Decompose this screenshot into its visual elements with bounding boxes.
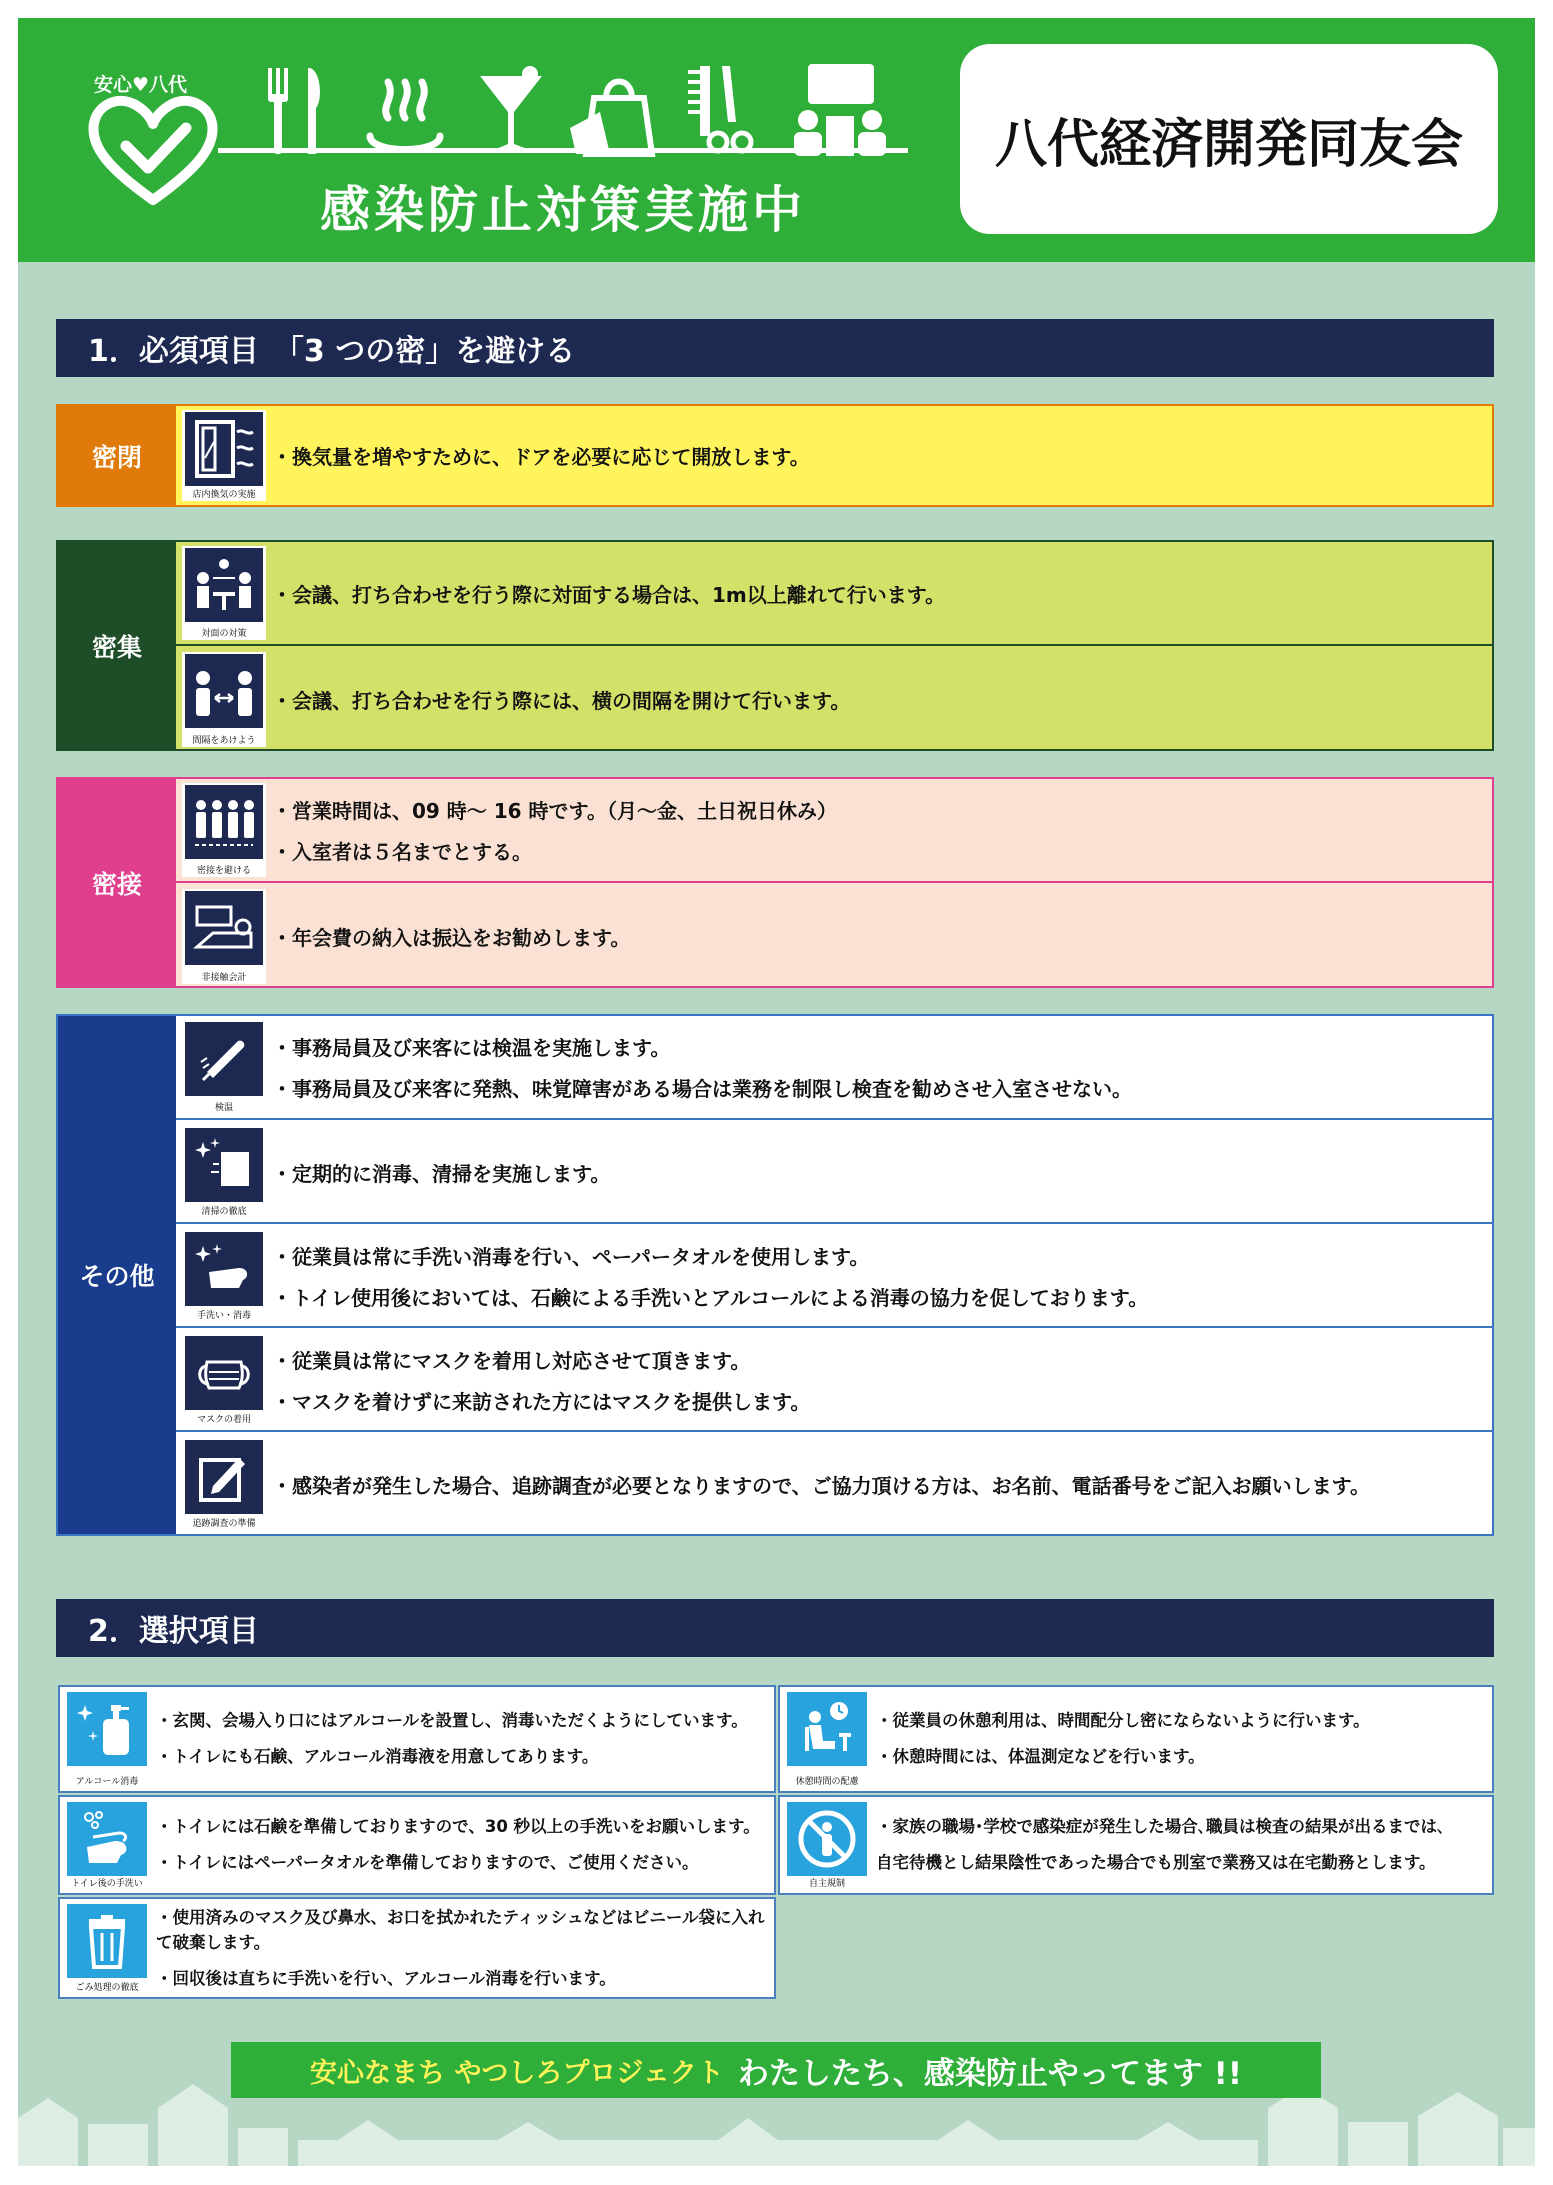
list-item: [176, 648, 1492, 751]
group-mippei: [56, 404, 1494, 507]
cashless-icon: [193, 897, 255, 959]
list-item: [176, 1122, 1492, 1224]
list-item: [176, 542, 1492, 646]
header: [18, 18, 1535, 262]
group-label: 密集: [58, 542, 176, 749]
alcohol-bottle-icon: [75, 1697, 139, 1761]
list-item: [176, 779, 1492, 883]
section1-title: 1．必須項目 「3 つの密」を避ける: [56, 319, 1494, 377]
item-text: ・休憩時間には、体温測定などを行います。: [876, 1747, 1205, 1766]
icon-caption: トイレ後の手洗い: [71, 1879, 143, 1889]
item-text: ・入室者は５名までとする。: [272, 840, 532, 864]
item-text: ・トイレには石鹸を準備しておりますので、30 秒以上の手洗いをお願いします。: [156, 1817, 760, 1837]
shopping-bag-icon: [570, 82, 652, 155]
break-time-icon: [795, 1697, 859, 1761]
list-item: [176, 1330, 1492, 1432]
group-label: 密接: [58, 779, 176, 986]
organization-name: 八代経済開発同友会: [960, 44, 1498, 234]
item-text: ・感染者が発生した場合、追跡調査が必要となりますので、ご協力頂ける方は、お名前、電話番号をご記入お願いします。: [272, 1473, 1370, 1498]
comb-scissors-icon: [688, 66, 751, 151]
icon-caption: マスクの着用: [196, 1415, 251, 1425]
item-text: ・定期的に消毒、清掃を実施します。: [272, 1161, 611, 1186]
trash-can-icon: [75, 1909, 139, 1973]
icon-caption: 自主規制: [808, 1879, 845, 1889]
poster-sheet: [18, 18, 1535, 2166]
item-text: ・トイレ使用後においては、石鹸による手洗いとアルコールによる消毒の協力を促しております。: [272, 1286, 1149, 1310]
icon-caption: 追跡調査の準備: [192, 1519, 256, 1529]
hand-wash-icon: [193, 1238, 255, 1300]
item-text: ・回収後は直ちに手洗いを行い、アルコール消毒を行います。: [156, 1968, 616, 1988]
item-text: ・家族の職場･学校で感染症が発生した場合､職員は検査の結果が出るまでは､: [876, 1817, 1446, 1837]
cocktail-icon: [480, 66, 542, 150]
hot-spring-icon: [370, 82, 440, 150]
item-text: 自宅待機とし結果陰性であった場合でも別室で業務又は在宅勤務とします。: [876, 1853, 1436, 1872]
face-to-face-icon: [193, 554, 255, 616]
item-text: ・使用済みのマスク及び鼻水、お口を拭かれたティッシュなどはビニール袋に入れて破棄します。: [156, 1907, 765, 1953]
item-text: ・会議、打ち合わせを行う際に対面する場合は、1m以上離れて行います。: [272, 582, 946, 607]
item-text: ・営業時間は、09 時～ 16 時です。（月～金、土日祝日休み）: [272, 799, 837, 823]
fork-knife-icon: [268, 68, 320, 154]
pen-note-icon: [193, 1446, 255, 1508]
banner-project: 安心なまち やつしろプロジェクト: [310, 2057, 724, 2089]
icon-caption: 検温: [214, 1103, 233, 1113]
list-item: [778, 1685, 1494, 1793]
self-restraint-icon: [795, 1807, 859, 1871]
item-text: ・従業員は常に手洗い消毒を行い、ペーパータオルを使用します。: [272, 1245, 870, 1269]
icon-caption: アルコール消毒: [75, 1777, 139, 1787]
list-item: [176, 406, 1492, 505]
logo-text: 安心♥八代: [94, 74, 188, 96]
header-divider: [218, 148, 908, 153]
item-text: ・事務局員及び来客には検温を実施します。: [272, 1036, 671, 1060]
list-item: [176, 1434, 1492, 1534]
group-sonota: [56, 1014, 1494, 1536]
spacing-icon: [193, 660, 255, 722]
icon-caption: 非接触会計: [201, 973, 247, 983]
header-title: 感染防止対策実施中: [320, 181, 806, 239]
item-text: ・従業員の休憩利用は、時間配分し密にならないように行います。: [876, 1711, 1370, 1731]
icon-caption: ごみ処理の徹底: [75, 1983, 139, 1993]
list-item: [176, 1226, 1492, 1328]
group-label: その他: [58, 1016, 176, 1534]
item-text: ・マスクを着けずに来訪された方にはマスクを提供します。: [272, 1390, 811, 1414]
group-label: 密閉: [58, 406, 176, 505]
item-text: ・トイレにも石鹸、アルコール消毒液を用意してあります。: [156, 1747, 599, 1766]
icon-caption: 休憩時間の配慮: [795, 1777, 859, 1787]
queue-distance-icon: [193, 791, 255, 853]
meeting-icon: [794, 64, 886, 156]
header-icon-row: [260, 58, 900, 158]
ventilation-icon: [193, 418, 255, 480]
item-text: ・換気量を増やすために、ドアを必要に応じて開放します。: [272, 445, 810, 469]
item-text: ・従業員は常にマスクを着用し対応させて頂きます。: [272, 1349, 751, 1373]
banner-slogan: わたしたち、感染防止やってます !!: [737, 2055, 1242, 2092]
list-item: [176, 1016, 1492, 1120]
section2-title: 2．選択項目: [56, 1599, 1494, 1657]
group-misshu: [56, 540, 1494, 751]
item-text: ・事務局員及び来客に発熱、味覚障害がある場合は業務を制限し検査を勧めさせ入室させない。: [272, 1077, 1132, 1101]
list-item: [176, 885, 1492, 988]
icon-caption: 間隔をあけよう: [192, 736, 256, 746]
icon-caption: 密接を避ける: [196, 866, 251, 876]
icon-caption: 清掃の徹底: [201, 1207, 247, 1217]
list-item: [58, 1795, 776, 1895]
mask-icon: [193, 1342, 255, 1404]
list-item: [58, 1685, 776, 1793]
thermometer-icon: [193, 1028, 255, 1090]
item-text: ・年会費の納入は振込をお勧めします。: [272, 926, 631, 950]
icon-caption: 対面の対策: [201, 629, 247, 639]
footer-banner: [231, 2042, 1321, 2098]
cleaning-icon: [193, 1134, 255, 1196]
list-item: [58, 1897, 776, 1999]
item-text: ・玄関、会場入り口にはアルコールを設置し、消毒いただくようにしています。: [156, 1711, 748, 1731]
list-item: [778, 1795, 1494, 1895]
icon-caption: 手洗い・消毒: [196, 1311, 251, 1321]
icon-caption: 店内換気の実施: [192, 490, 256, 500]
item-text: ・トイレにはペーパータオルを準備しておりますので、ご使用ください。: [156, 1853, 699, 1872]
group-missetsu: [56, 777, 1494, 988]
item-text: ・会議、打ち合わせを行う際には、横の間隔を開けて行います。: [272, 689, 851, 713]
toilet-handwash-icon: [75, 1807, 139, 1871]
